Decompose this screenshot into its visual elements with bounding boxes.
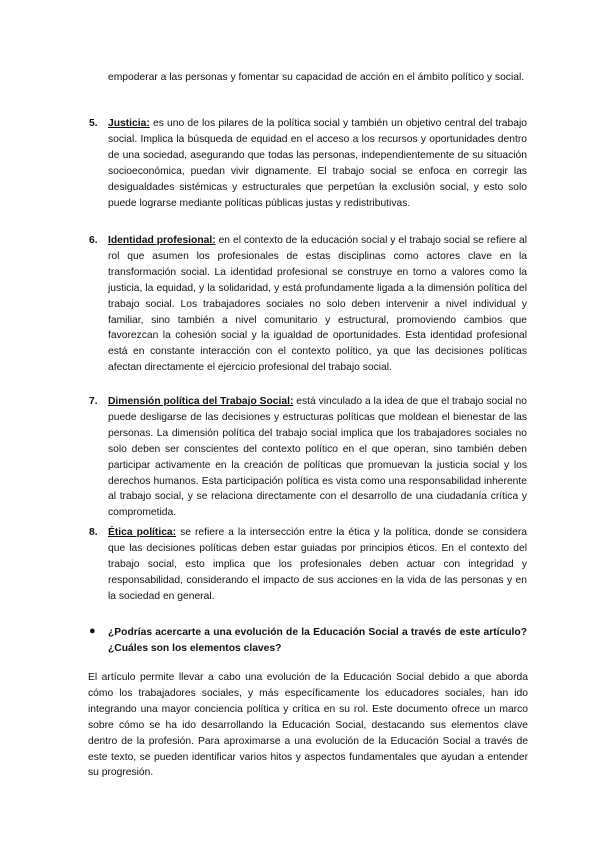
question-heading — [89, 625, 527, 657]
item-number: 8. — [89, 527, 98, 538]
continuation-paragraph: empoderar a las personas y fomentar su capacidad de acción en el ámbito político y social. — [108, 72, 525, 83]
item-term: Identidad profesional: — [108, 235, 216, 246]
question-text: ¿Podrías acercarte a una evolución de la Educación Social a través de este artículo? ¿Cuáles son los elementos claves? — [108, 627, 527, 654]
item-text: en el contexto de la educación social y el trabajo social se refiere al rol que asumen los profesionales de estas disciplinas como actores clave en la transformación social. La identidad profesional se construye en torno a valores como la justicia, la equidad, y la solidaridad, y está profundamente ligada a la dimensión política del trabajo social. Los trabajadores sociales no solo deben intervenir a nivel individual y familiar, sino también a nivel comunitario y estructural, promoviendo cambios que favorezcan la cohesión social y la igualdad de oportunidades. Esta identidad profesional está en constante interacción con el contexto político, ya que las decisiones políticas afectan directamente el ejercicio profesional del trabajo social. — [108, 235, 527, 374]
item-term: Justicia: — [108, 118, 150, 129]
item-number: 7. — [89, 396, 98, 407]
list-item-identidad-profesional — [89, 233, 527, 376]
list-item-justicia — [89, 116, 527, 211]
item-number: 5. — [89, 118, 98, 129]
item-text: se refiere a la intersección entre la ética y la política, donde se considera que las decisiones políticas deben estar guiadas por principios éticos. En el contexto del trabajo social, esto implica que los profesionales deben actuar con integridad y responsabilidad, considerando el impacto de sus acciones en la vida de las personas y en la sociedad en general. — [108, 527, 527, 602]
item-text: está vinculado a la idea de que el trabajo social no puede desligarse de las decisiones y estructuras políticas que moldean el bienestar de las personas. La dimensión política del trabajo social implica que los trabajadores sociales no solo deben ser conscientes del contexto político en el que operan, sino también deben participar activamente en la creación de políticas que promuevan la justicia social y los derechos humanos. Esta participación política es vista como una responsabilidad inherente al trabajo social, y se relaciona directamente con el desarrollo de una ciudadanía crítica y comprometida. — [108, 396, 527, 519]
list-item-etica-politica — [89, 525, 527, 605]
bullet-icon: ● — [89, 625, 96, 637]
list-item-dimension-politica — [89, 394, 527, 521]
answer-paragraph: El artículo permite llevar a cabo una evolución de la Educación Social debido a que aborda cómo los trabajadores sociales, y más específicamente los educadores sociales, han ido integrando una mayor conciencia política y crítica en su rol. Este documento ofrece un marco sobre cómo se ha ido desarrollando la Educación Social, destacando sus elementos clave dentro de la profesión. Para aproximarse a una evolución de la Educación Social a través de este texto, se pueden identificar varios hitos y aspectos fundamentales que ayudan a entender su progresión. — [88, 672, 528, 779]
item-text: es uno de los pilares de la política social y también un objetivo central del trabajo social. Implica la búsqueda de equidad en el acceso a los recursos y oportunidades dentro de una sociedad, asegurando que todas las personas, independientemente de su situación socioeconómica, puedan vivir dignamente. El trabajo social se enfoca en corregir las desigualdades sistémicas y estructurales que perpetúan la exclusión social, y esto solo puede lograrse mediante políticas públicas justas y redistributivas. — [108, 118, 527, 209]
item-term: Dimensión política del Trabajo Social: — [108, 396, 294, 407]
item-number: 6. — [89, 235, 98, 246]
item-term: Ética política: — [108, 527, 177, 538]
